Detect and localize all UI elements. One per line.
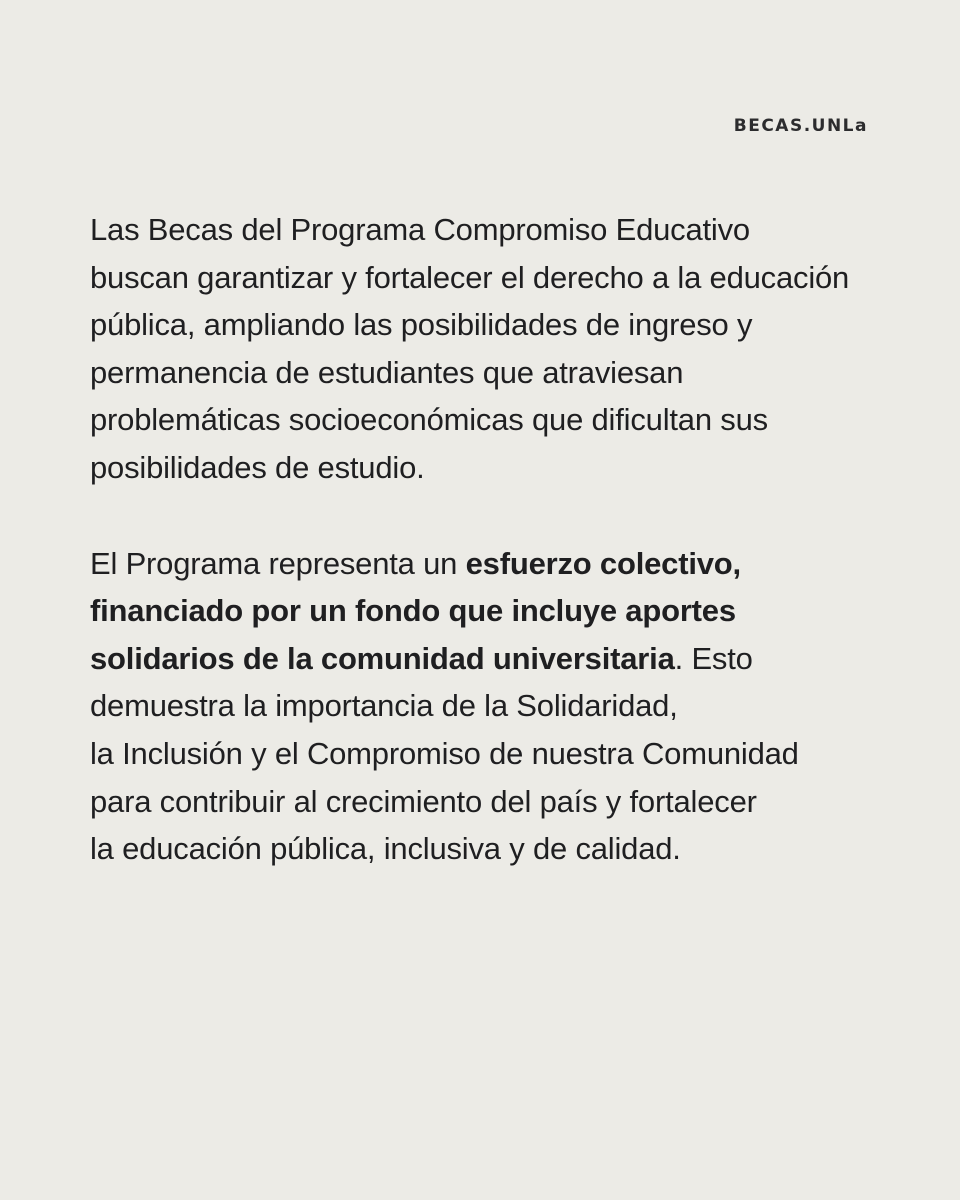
- program-line: la educación pública, inclusiva y de calidad.: [90, 831, 681, 867]
- program-text: . Esto: [674, 640, 753, 676]
- intro-paragraph: [90, 206, 890, 492]
- intro-line: buscan garantizar y fortalecer el derecho a la educación: [90, 259, 850, 295]
- program-emphasis: esfuerzo colectivo,: [465, 545, 741, 581]
- intro-line: pública, ampliando las posibilidades de ingreso y: [90, 307, 753, 343]
- brand-logo-text: BECAS.UNLa: [733, 116, 868, 136]
- program-emphasis: solidarios de la comunidad universitaria: [90, 640, 675, 676]
- program-line: la Inclusión y el Compromiso de nuestra Comunidad: [90, 735, 799, 771]
- intro-line: permanencia de estudiantes que atraviesan: [90, 354, 684, 390]
- intro-line: posibilidades de estudio.: [90, 449, 425, 485]
- program-emphasis: financiado por un fondo que incluye aportes: [90, 593, 736, 629]
- intro-line: Las Becas del Programa Compromiso Educativo: [90, 212, 750, 247]
- program-paragraph: [90, 540, 890, 873]
- program-line: para contribuir al crecimiento del país y fortalecer: [90, 783, 757, 819]
- main-content: [90, 206, 890, 873]
- program-line: demuestra la importancia de la Solidaridad,: [90, 688, 678, 724]
- intro-line: problemáticas socioeconómicas que dificultan sus: [90, 402, 768, 438]
- program-text: El Programa representa un: [90, 545, 466, 581]
